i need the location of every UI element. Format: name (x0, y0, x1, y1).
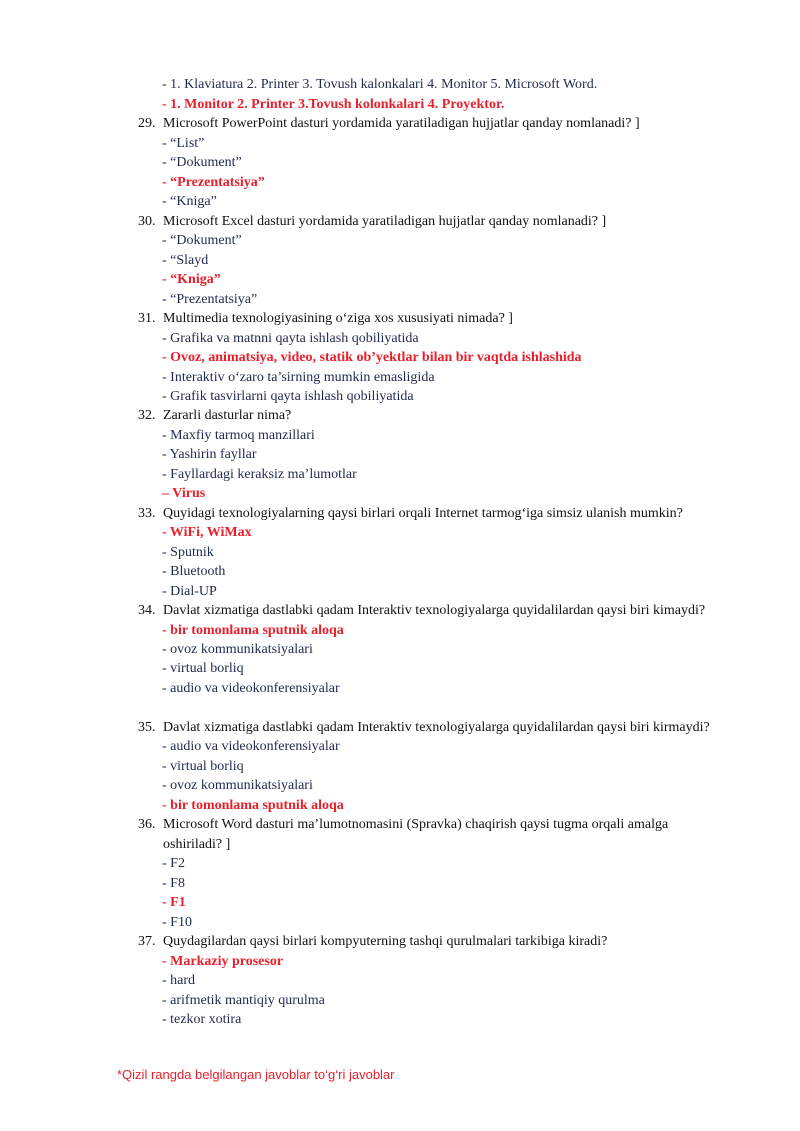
answer-option-correct: – Virus (162, 486, 206, 501)
answer-option: - Interaktiv o‘zaro ta’sirning mumkin emasligida (162, 370, 435, 385)
answer-option: - “Kniga” (162, 194, 217, 209)
answer-option: - audio va videokonferensiyalar (162, 681, 340, 696)
answer-option: - Fayllardagi keraksiz ma’lumotlar (162, 467, 357, 482)
question-text: Davlat xizmatiga dastlabki qadam Interaktiv texnologiyalarga quyidalilardan qaysi biri kirmaydi? (163, 720, 710, 735)
question-text-continued: oshiriladi? ] (163, 837, 231, 852)
answer-option: - tezkor xotira (162, 1012, 242, 1027)
question-text: Quydagilardan qaysi birlari kompyuterning tashqi qurulmalari tarkibiga kiradi? (163, 934, 608, 949)
answer-option: - “Prezentatsiya” (162, 292, 258, 307)
option-pre-2-correct: - 1. Monitor 2. Printer 3.Tovush kolonkalari 4. Proyektor. (162, 97, 505, 112)
answer-option: - arifmetik mantiqiy qurulma (162, 993, 325, 1008)
question-number: 31. (138, 311, 156, 326)
option-pre-1: - 1. Klaviatura 2. Printer 3. Tovush kalonkalari 4. Monitor 5. Microsoft Word. (162, 77, 598, 92)
question-text: Zararli dasturlar nima? (163, 408, 292, 423)
question-text: Microsoft PowerPoint dasturi yordamida yaratiladigan hujjatlar qanday nomlanadi? ] (163, 116, 640, 131)
answer-option: - “Dokument” (162, 155, 242, 170)
answer-option: - F2 (162, 856, 185, 871)
question-text: Multimedia texnologiyasining o‘ziga xos xususiyati nimada? ] (163, 311, 513, 326)
answer-option: - Yashirin fayllar (162, 447, 257, 462)
answer-option: - Sputnik (162, 545, 214, 560)
answer-option: - Grafik tasvirlarni qayta ishlash qobiliyatida (162, 389, 414, 404)
answer-option-correct: - bir tomonlama sputnik aloqa (162, 798, 344, 813)
answer-option: - Bluetooth (162, 564, 226, 579)
answer-option: - F8 (162, 876, 185, 891)
question-number: 33. (138, 506, 156, 521)
answer-option-correct: - Markaziy prosesor (162, 954, 284, 969)
question-number: 29. (138, 116, 156, 131)
answer-option: - “Dokument” (162, 233, 242, 248)
answer-option: - hard (162, 973, 196, 988)
question-text: Microsoft Excel dasturi yordamida yaratiladigan hujjatlar qanday nomlanadi? ] (163, 214, 607, 229)
answer-option: - virtual borliq (162, 759, 244, 774)
footnote: *Qizil rangda belgilangan javoblar to‘g‘ri javoblar (117, 1067, 395, 1082)
question-number: 35. (138, 720, 156, 735)
answer-option: - “List” (162, 136, 205, 151)
answer-option: - F10 (162, 915, 192, 930)
question-text: Quyidagi texnologiyalarning qaysi birlari orqali Internet tarmog‘iga simsiz ulanish mumkin? (163, 506, 683, 521)
answer-option-correct: - “Prezentatsiya” (162, 175, 265, 190)
question-text: Microsoft Word dasturi ma’lumotnomasini (Spravka) chaqirish qaysi tugma orqali amalga (163, 817, 669, 832)
answer-option-correct: - “Kniga” (162, 272, 221, 287)
answer-option: - audio va videokonferensiyalar (162, 739, 340, 754)
question-number: 30. (138, 214, 156, 229)
answer-option: - Maxfiy tarmoq manzillari (162, 428, 315, 443)
answer-option: - ovoz kommunikatsiyalari (162, 778, 313, 793)
question-number: 34. (138, 603, 156, 618)
question-number: 36. (138, 817, 156, 832)
answer-option-correct: - WiFi, WiMax (162, 525, 252, 540)
answer-option-correct: - F1 (162, 895, 186, 910)
question-number: 32. (138, 408, 156, 423)
answer-option: - virtual borliq (162, 661, 244, 676)
answer-option: - Dial-UP (162, 584, 217, 599)
answer-option-correct: - Ovoz, animatsiya, video, statik ob’yektlar bilan bir vaqtda ishlashida (162, 350, 582, 365)
answer-option-correct: - bir tomonlama sputnik aloqa (162, 623, 344, 638)
answer-option: - ovoz kommunikatsiyalari (162, 642, 313, 657)
question-number: 37. (138, 934, 156, 949)
question-text: Davlat xizmatiga dastlabki qadam Interaktiv texnologiyalarga quyidalilardan qaysi biri kimaydi? (163, 603, 706, 618)
answer-option: - “Slayd (162, 253, 209, 268)
answer-option: - Grafika va matnni qayta ishlash qobiliyatida (162, 331, 419, 346)
